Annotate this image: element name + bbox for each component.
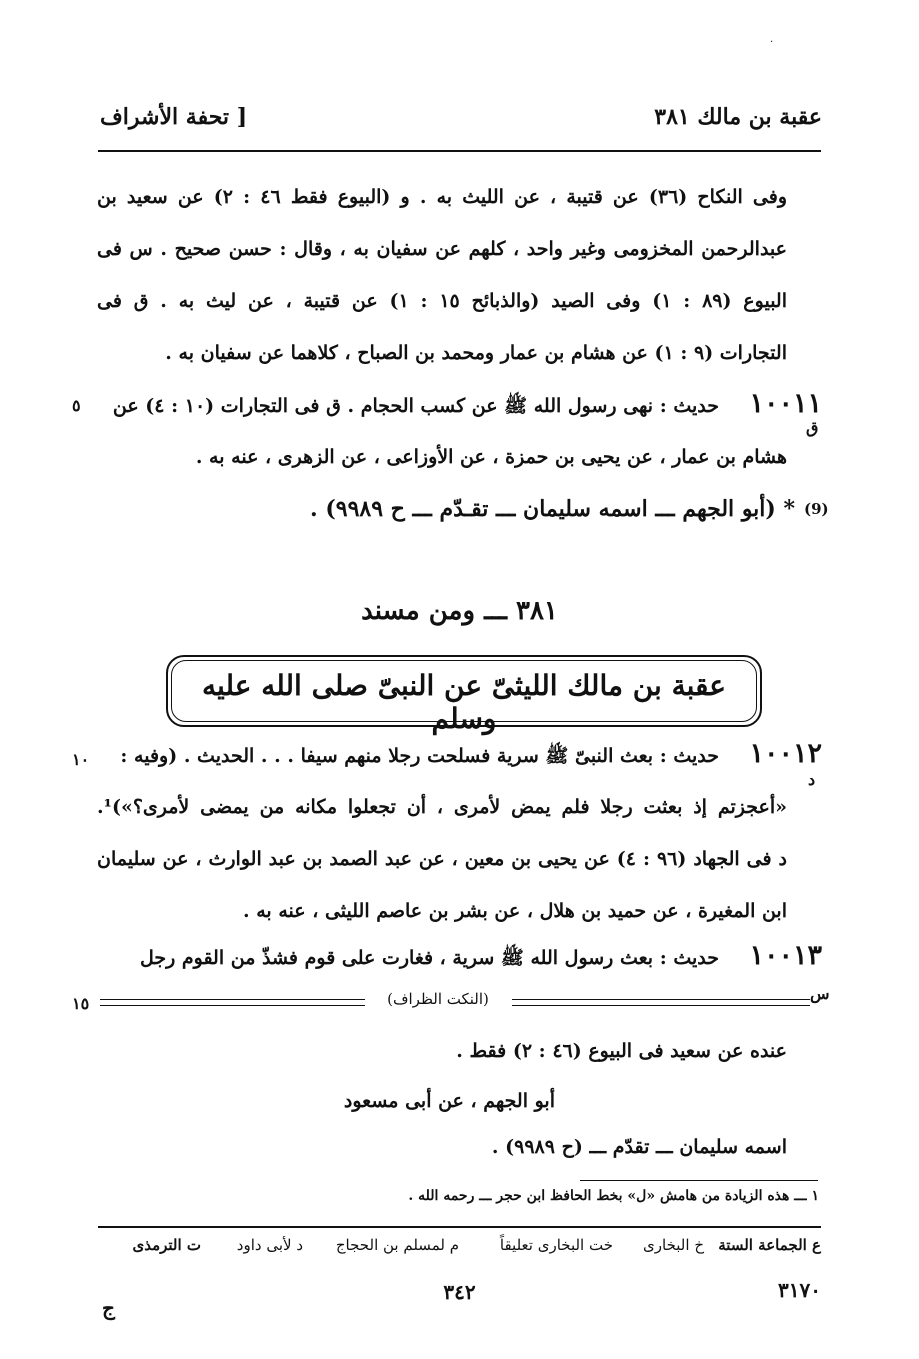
- block1-line-3: البيوع (٨٩ : ١) وفى الصيد (والذبائح ١٥ : ١) عن قتيبة ، عن ليث به . ق فى: [97, 290, 787, 312]
- section-title-box: [166, 655, 762, 735]
- hadith-number-10011: ١٠٠١١: [749, 388, 822, 419]
- hadith-10011-line-2: هشام بن عمار ، عن يحيى بن حمزة ، عن الأوزاعى ، عن الزهرى ، عنه به .: [195, 446, 787, 468]
- hadith-10012-line-3: د فى الجهاد (٩٦ : ٤) عن يحيى بن معين ، عن عبد الصمد بن عبد الوارث ، عن سليمان: [97, 848, 787, 870]
- nukat-line-2: أبو الجهم ، عن أبى مسعود: [343, 1090, 555, 1112]
- margin-letter-dal: د: [808, 770, 816, 789]
- margin-line-number-10: ١٠: [72, 750, 90, 769]
- note-9-text: * (أبو الجهم ـــ اسمه سليمان ـــ تقـدّم ـــ ح ٩٩٨٩) .: [310, 496, 795, 522]
- header-left-title: [ تحفة الأشراف: [100, 104, 248, 130]
- nukat-line-1: عنده عن سعيد فى البيوع (٤٦ : ٢) فقط .: [456, 1040, 787, 1062]
- block1-line-4: التجارات (٩ : ١) عن هشام بن عمار ومحمد بن الصباح ، كلاهما عن سفيان به .: [165, 342, 787, 364]
- footnote-rule: [580, 1180, 818, 1181]
- block1-line-2: عبدالرحمن المخزومى وغير واحد ، كلهم عن سفيان به ، وقال : حسن صحيح . س فى: [97, 238, 787, 260]
- footer-right-number: ٣١٧٠: [778, 1278, 821, 1302]
- note-marker: (9): [804, 500, 829, 518]
- section-title: عقبة بن مالك الليثىّ عن النبىّ صلى الله عليه وسلم: [202, 669, 726, 735]
- footer-rule: [98, 1226, 821, 1228]
- footnote-text: ١ ـــ هذه الزيادة من هامش «ل» بخط الحافظ ابن حجر ـــ رحمه الله .: [408, 1188, 819, 1204]
- separator-line-right: [512, 999, 810, 1006]
- margin-letter-qaf: ق: [806, 418, 819, 437]
- header-right-title: عقبة بن مالك ٣٨١: [654, 104, 822, 130]
- section-heading: ٣٨١ ـــ ومن مسند: [361, 596, 558, 626]
- abbr-tirmidhi: ت الترمذى: [132, 1236, 201, 1254]
- nukat-line-3: اسمه سليمان ـــ تقدّم ـــ (ح ٩٩٨٩) .: [491, 1136, 787, 1158]
- hadith-number-10013: ١٠٠١٣: [749, 940, 822, 971]
- hadith-10012-line-4: ابن المغيرة ، عن حميد بن هلال ، عن بشر بن عاصم الليثى ، عنه به .: [243, 900, 787, 922]
- hadith-number-10012: ١٠٠١٢: [749, 738, 822, 769]
- hadith-10012-line-1: حديث : بعث النبىّ ﷺ سرية فسلحت رجلا منهم سيفا . . . الحديث . (وفيه :: [120, 745, 719, 767]
- abbr-bukhari: خ البخارى: [643, 1236, 704, 1254]
- hadith-10011-line-1: حديث : نهى رسول الله ﷺ عن كسب الحجام . ق فى التجارات (١٠ : ٤) عن: [112, 395, 719, 417]
- hadith-10012-line-2: «أعجزتم إذ بعثت رجلا فلم يمض لأمرى ، أن تجعلوا مكانه من يمضى لأمرى؟»)¹.: [97, 796, 787, 818]
- footer-left-letter: ج: [102, 1296, 115, 1320]
- block1-line-1: وفى النكاح (٣٦) عن قتيبة ، عن الليث به . و (البيوع فقط ٤٦ : ٢) عن سعيد بن: [97, 186, 787, 208]
- abbr-jamaa: ع الجماعة الستة: [718, 1236, 821, 1254]
- abbr-muslim: م لمسلم بن الحجاج: [335, 1236, 459, 1254]
- abbr-abu-dawud: د لأبى داود: [236, 1236, 303, 1254]
- abbr-bukhari-taliqan: خت البخارى تعليقاً: [499, 1236, 613, 1254]
- margin-letter-sin: س: [810, 984, 830, 1003]
- separator-label: (النكت الظراف): [387, 990, 489, 1008]
- margin-line-number-15: ١٥: [72, 994, 90, 1013]
- stray-dot: .: [770, 34, 774, 45]
- separator-line-left: [100, 999, 365, 1006]
- margin-line-number-5: ٥: [72, 396, 81, 415]
- header-rule: [98, 150, 821, 152]
- nukat-separator: [100, 990, 810, 1014]
- page-number: ٣٤٢: [443, 1280, 476, 1304]
- hadith-10013-line-1: حديث : بعث رسول الله ﷺ سرية ، فغارت على قوم فشذّ من القوم رجل: [139, 947, 719, 969]
